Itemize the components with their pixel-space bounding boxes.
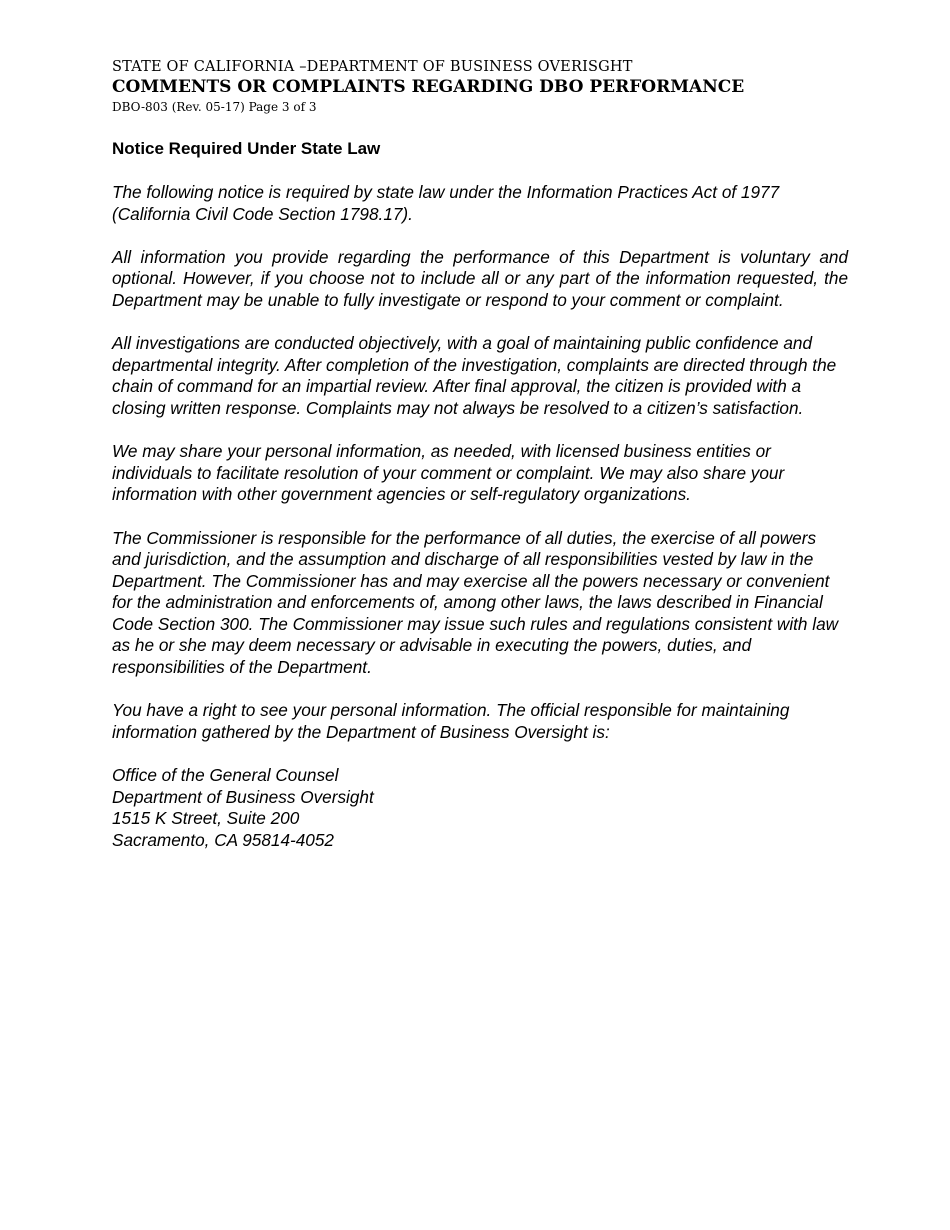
notice-paragraph-rights: You have a right to see your personal information. The official responsible for maintaining information gathered by the Department of Business Oversight is: <box>112 700 790 742</box>
contact-address <box>112 765 848 851</box>
agency-name: STATE OF CALIFORNIA –DEPARTMENT OF BUSINESS OVERISGHT <box>112 59 633 75</box>
address-line-city: Sacramento, CA 95814-4052 <box>112 829 334 850</box>
notice-paragraph-investigations: All investigations are conducted objectively, with a goal of maintaining public confidence and departmental integrity. After completion of the investigation, complaints are directed through the chain of command for an impartial review. After final approval, the citizen is provided with a closing written response. Complaints may not always be resolved to a citizen’s satisfaction. <box>112 333 837 418</box>
notice-heading: Notice Required Under State Law <box>112 139 381 158</box>
notice-paragraph-commissioner: The Commissioner is responsible for the performance of all duties, the exercise of all powers and jurisdiction, and the assumption and discharge of all responsibilities vested by law in the Department. The Commissioner has and may exercise all the powers necessary or convenient for the administration and enforcements of, among other laws, the laws described in Financial Code Section 300. The Commissioner may issue such rules and regulations consistent with law as he or she may deem necessary or advisable in executing the powers, duties, and responsibilities of the Department. <box>112 527 839 678</box>
notice-paragraph-sharing: We may share your personal information, as needed, with licensed business entities or individuals to facilitate resolution of your comment or complaint. We may also share your information with other government agencies or self-regulatory organizations. <box>112 441 785 505</box>
form-title: COMMENTS OR COMPLAINTS REGARDING DBO PERFORMANCE <box>112 77 745 97</box>
form-number: DBO-803 (Rev. 05-17) Page 3 of 3 <box>112 100 317 114</box>
notice-section <box>112 138 848 851</box>
notice-paragraph-intro: The following notice is required by state law under the Information Practices Act of 1977 (California Civil Code Section 1798.17). <box>112 182 780 224</box>
address-line-department: Department of Business Oversight <box>112 786 374 807</box>
notice-paragraph-voluntary: All information you provide regarding the performance of this Department is voluntary and optional. However, if you choose not to include all or any part of the information requested, the Department may be unable to fully investigate or respond to your comment or complaint. <box>112 246 848 310</box>
form-header <box>112 57 872 117</box>
address-line-office: Office of the General Counsel <box>112 765 339 786</box>
address-line-street: 1515 K Street, Suite 200 <box>112 808 300 829</box>
